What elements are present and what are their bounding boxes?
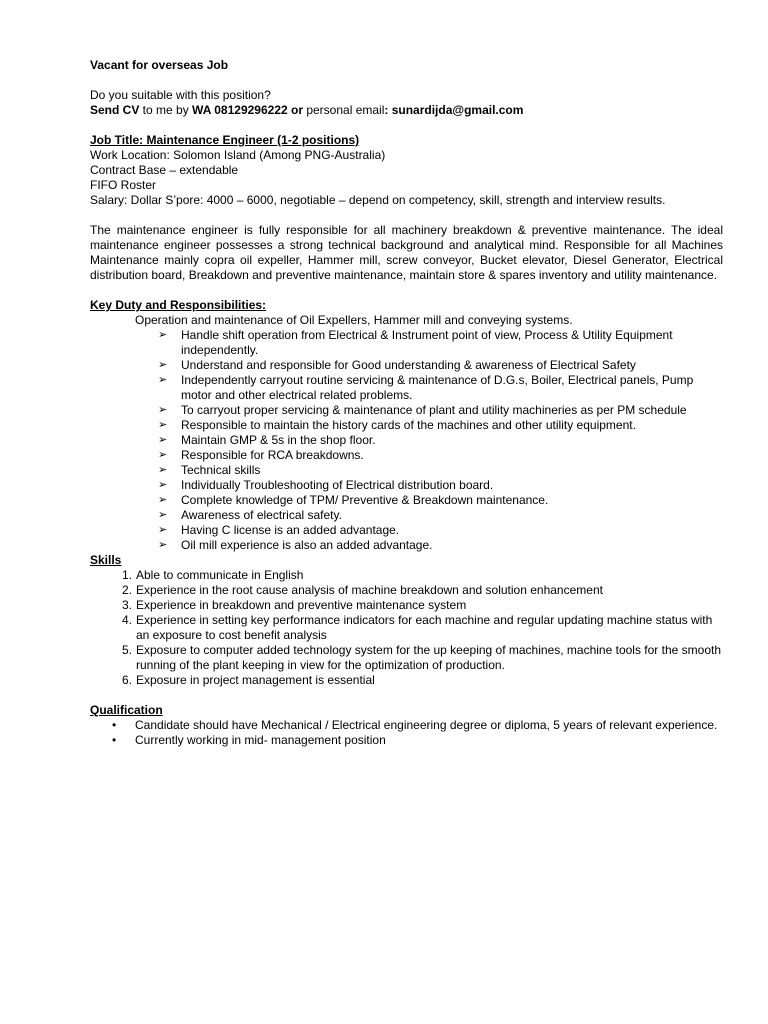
contract-base: Contract Base – extendable (90, 163, 239, 177)
qualification-list (90, 718, 723, 748)
list-item: ➢ Individually Troubleshooting of Electrical distribution board. (158, 478, 494, 492)
list-item: ➢ Responsible for RCA breakdowns. (158, 448, 364, 462)
dot-bullet-icon: • (112, 718, 117, 732)
arrow-bullet-icon: ➢ (158, 329, 168, 341)
list-item: 6. Exposure in project management is essential (135, 673, 723, 688)
list-item: ➢ Maintain GMP & 5s in the shop floor. (158, 433, 376, 447)
arrow-bullet-icon: ➢ (158, 464, 168, 476)
email-address: : sunardijda@gmail.com (384, 103, 524, 117)
list-item: ➢ Responsible to maintain the history cards of the machines and other utility equipment. (158, 418, 636, 432)
contact-line (90, 103, 723, 118)
arrow-bullet-icon: ➢ (158, 419, 168, 431)
list-item: ➢ Oil mill experience is also an added advantage. (158, 538, 433, 552)
list-item: ➢ Awareness of electrical safety. (158, 508, 342, 522)
list-number: 3. (121, 598, 132, 612)
list-item: ➢ To carryout proper servicing & maintenance of plant and utility machineries as per PM schedule (158, 403, 687, 417)
roster: FIFO Roster (90, 178, 157, 192)
list-item: ➢ Having C license is an added advantage. (158, 523, 400, 537)
list-number: 1. (121, 568, 132, 582)
arrow-bullet-icon: ➢ (158, 479, 168, 491)
list-item: ➢ Independently carryout routine servicing & maintenance of D.G.s, Boiler, Electrical panels, Pump motor and other electrical related problems. (158, 373, 694, 402)
arrow-bullet-icon: ➢ (158, 404, 168, 416)
arrow-bullet-icon: ➢ (158, 494, 168, 506)
dot-bullet-icon: • (112, 733, 117, 747)
job-posting-document (90, 58, 723, 748)
arrow-bullet-icon: ➢ (158, 434, 168, 446)
salary: Salary: Dollar S’pore: 4000 – 6000, negotiable – depend on competency, skill, strength and interview results. (90, 193, 666, 207)
list-item: ➢ Complete knowledge of TPM/ Preventive & Breakdown maintenance. (158, 493, 549, 507)
skills-heading: Skills (90, 553, 122, 567)
list-item: 4. Experience in setting key performance indicators for each machine and regular updating machine status with an exposure to cost benefit analysis (135, 613, 723, 643)
duties-heading: Key Duty and Responsibilities: (90, 298, 267, 312)
arrow-bullet-icon: ➢ (158, 359, 168, 371)
send-cv-label: Send CV (90, 103, 140, 117)
list-item: 1. Able to communicate in English (135, 568, 723, 583)
work-location: Work Location: Solomon Island (Among PNG-Australia) (90, 148, 386, 162)
list-item: 2. Experience in the root cause analysis of machine breakdown and solution enhancement (135, 583, 723, 598)
list-item: ➢ Technical skills (158, 463, 261, 477)
list-number: 4. (121, 613, 132, 627)
list-number: 6. (121, 673, 132, 687)
duties-intro: Operation and maintenance of Oil Expellers, Hammer mill and conveying systems. (135, 313, 573, 327)
list-item: ➢ Understand and responsible for Good understanding & awareness of Electrical Safety (158, 358, 636, 372)
list-item: 5. Exposure to computer added technology system for the up keeping of machines, machine tools for the smooth running of the plant keeping in view for the optimization of production. (135, 643, 723, 673)
duties-list (90, 328, 723, 553)
list-number: 5. (121, 643, 132, 657)
arrow-bullet-icon: ➢ (158, 449, 168, 461)
whatsapp-number: WA 08129296222 or (192, 103, 303, 117)
to-me-by-text: to me by (139, 103, 193, 117)
list-item: 3. Experience in breakdown and preventive maintenance system (135, 598, 723, 613)
job-title: Job Title: Maintenance Engineer (1-2 positions) (90, 133, 360, 147)
skills-list (90, 568, 723, 688)
list-item: • Currently working in mid- management position (112, 733, 386, 747)
job-description: The maintenance engineer is fully responsible for all machinery breakdown & preventive maintenance. The ideal maintenance engineer possesses a strong technical background and analytical mind. Responsible for all Machines Maintenance mainly copra oil expeller, Hammer mill, screw conveyor, Bucket elevator, Diesel Generator, Electrical distribution board, Breakdown and preventive maintenance, maintain store & spares inventory and utility maintenance. (90, 223, 723, 282)
list-item: ➢ Handle shift operation from Electrical & Instrument point of view, Process & Utility Equipment independently. (158, 328, 673, 357)
suitability-question: Do you suitable with this position? (90, 88, 271, 102)
list-item: • Candidate should have Mechanical / Electrical engineering degree or diploma, 5 years of relevant experience. (112, 718, 718, 732)
list-number: 2. (121, 583, 132, 597)
arrow-bullet-icon: ➢ (158, 539, 168, 551)
arrow-bullet-icon: ➢ (158, 374, 168, 386)
qualification-heading: Qualification (90, 703, 163, 717)
personal-email-label: personal email (303, 103, 385, 117)
arrow-bullet-icon: ➢ (158, 524, 168, 536)
arrow-bullet-icon: ➢ (158, 509, 168, 521)
posting-title: Vacant for overseas Job (90, 58, 229, 72)
